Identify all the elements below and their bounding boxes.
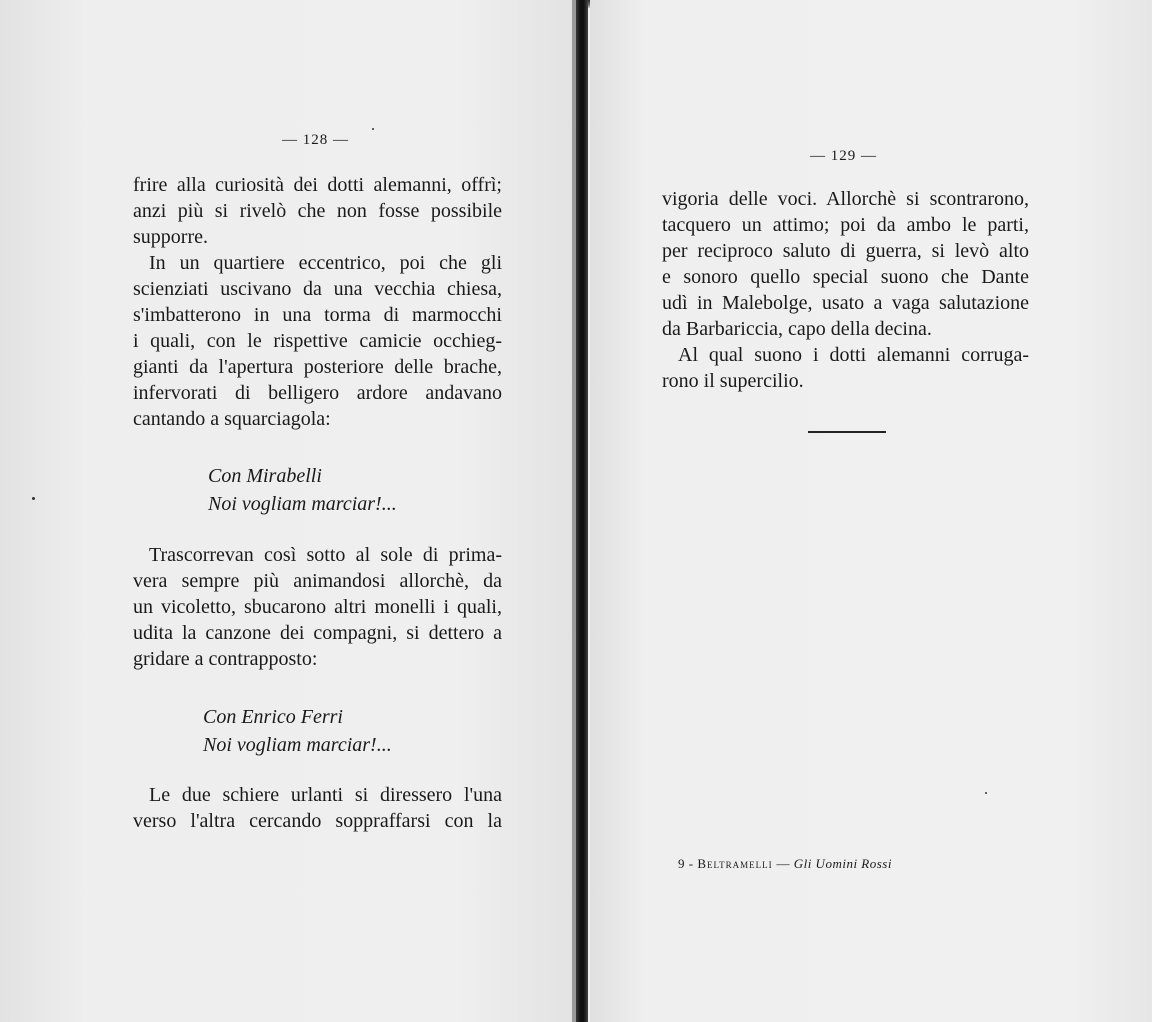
text-line: vigoria delle voci. Allorchè si scontrarono, (662, 188, 1029, 210)
paper-speck (985, 792, 987, 794)
page-number: — 129 — (810, 148, 877, 164)
section-end-rule (808, 431, 886, 433)
paragraph (133, 782, 502, 834)
verse-line: Noi vogliam marciar!... (208, 493, 397, 515)
text-line: udita la canzone dei compagni, si dettero a (133, 622, 502, 644)
text-line: frire alla curiosità dei dotti alemanni, offrì; (133, 174, 502, 196)
paragraph (662, 342, 1029, 394)
verse-line: Con Enrico Ferri (203, 706, 343, 728)
footer-title: Gli Uomini Rossi (793, 856, 892, 871)
page-gutter (576, 0, 588, 1022)
signature-number: 9 - (678, 856, 694, 871)
paper-speck (372, 128, 374, 130)
text-line: anzi più si rivelò che non fosse possibile (133, 200, 502, 222)
text-line: Al qual suono i dotti alemanni corruga- (678, 344, 1029, 366)
text-line: verso l'altra cercando soppraffarsi con la (133, 810, 502, 832)
text-line: da Barbariccia, capo della decina. (662, 318, 932, 340)
text-line: e sonoro quello special suono che Dante (662, 266, 1029, 288)
printer-signature-footer (678, 856, 892, 872)
verse (203, 703, 392, 759)
text-line: In un quartiere eccentrico, poi che gli (149, 252, 502, 274)
verse-line: Noi vogliam marciar!... (203, 734, 392, 756)
paper-speck (32, 497, 35, 500)
text-line: gridare a contrapposto: (133, 648, 318, 670)
text-line: per reciproco saluto di guerra, si levò alto (662, 240, 1029, 262)
text-line: cantando a squarciagola: (133, 408, 331, 430)
text-line: rono il supercilio. (662, 370, 804, 392)
text-line: Trascorrevan così sotto al sole di prima- (149, 544, 502, 566)
footer-author: Beltramelli (697, 856, 773, 871)
footer-dash: — (776, 856, 790, 871)
text-line: un vicoletto, sbucarono altri monelli i quali, (133, 596, 502, 618)
paragraph (133, 250, 502, 432)
text-line: vera sempre più animandosi allorchè, da (133, 570, 502, 592)
paragraph (662, 186, 1029, 342)
text-line: s'imbatterono in una torma di marmocchi (133, 304, 502, 326)
text-line: tacquero un attimo; poi da ambo le parti, (662, 214, 1029, 236)
text-line: gianti da l'apertura posteriore delle brache, (133, 356, 502, 378)
paragraph (133, 172, 502, 250)
text-line: udì in Malebolge, usato a vaga salutazione (662, 292, 1029, 314)
text-line: infervorati di belligero ardore andavano (133, 382, 502, 404)
text-line: i quali, con le rispettive camicie occhieg- (133, 330, 502, 352)
page-number: — 128 — (282, 132, 349, 148)
left-page (0, 0, 572, 1022)
text-line: Le due schiere urlanti si diressero l'una (149, 784, 502, 806)
paragraph (133, 542, 502, 672)
text-line: supporre. (133, 226, 208, 248)
verse-line: Con Mirabelli (208, 465, 322, 487)
verse (208, 462, 397, 518)
text-line: scienziati uscivano da una vecchia chiesa, (133, 278, 502, 300)
